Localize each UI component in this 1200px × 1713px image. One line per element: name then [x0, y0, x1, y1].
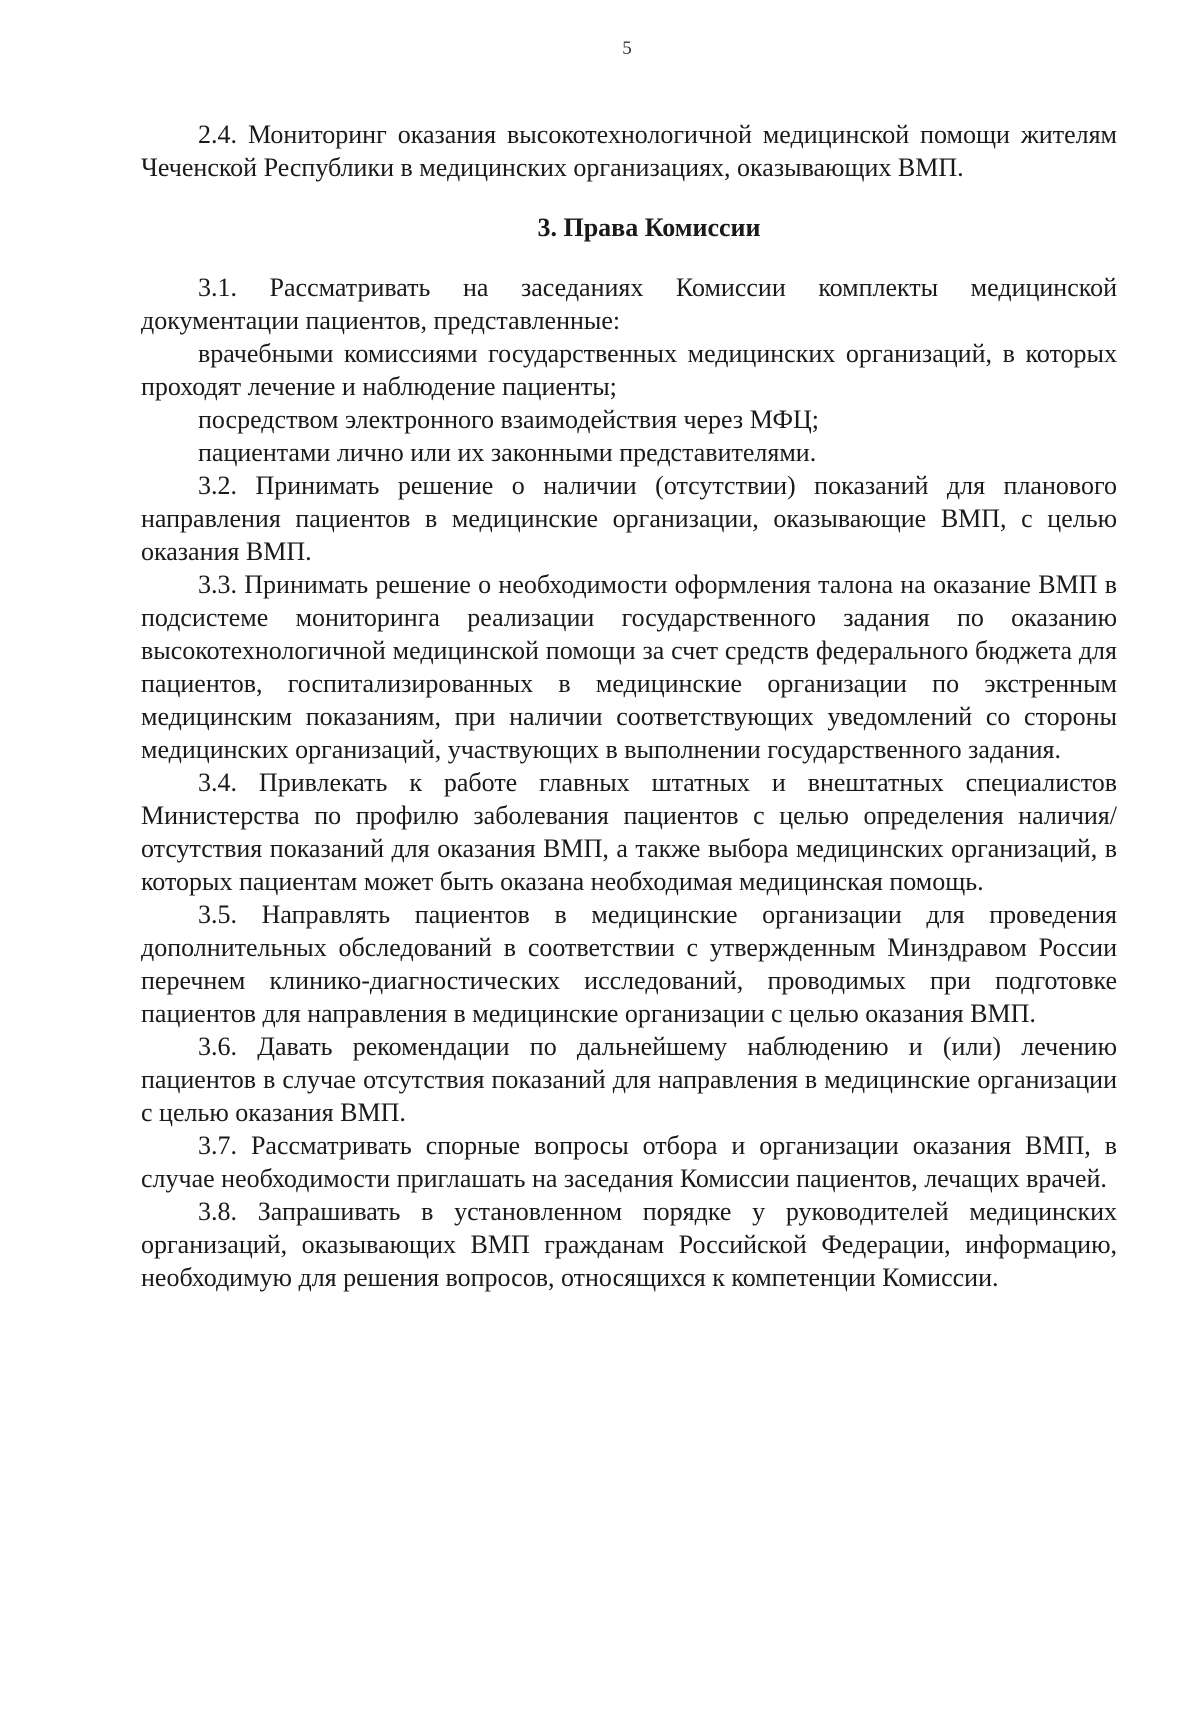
document-body — [141, 118, 1117, 1294]
paragraph-3-1-b: посредством электронного взаимодействия через МФЦ; — [198, 405, 820, 434]
paragraph-3-3: 3.3. Принимать решение о необходимости оформления талона на оказание ВМП в подсистеме мониторинга реализации государственного задания по оказанию высокотехнологичной медицинской помощи за счет средств федерального бюджета для пациентов, госпитализированных в медицинские организации по экстренным медицинским показаниям, при наличии соответствующих уведомлений со стороны медицинских организаций, участвующих в выполнении государственного задания. — [141, 570, 1117, 764]
paragraph-3-5: 3.5. Направлять пациентов в медицинские организации для проведения дополнительных обследований в соответствии с утвержденным Минздравом России перечнем клинико-диагностических исследований, проводимых при подготовке пациентов для направления в медицинские организации с целью оказания ВМП. — [141, 900, 1117, 1028]
paragraph-3-4: 3.4. Привлекать к работе главных штатных и внештатных специалистов Министерства по профилю заболевания пациентов с целью определения наличия/отсутствия показаний для оказания ВМП, а также выбора медицинских организаций, в которых пациентам может быть оказана необходимая медицинская помощь. — [141, 768, 1117, 896]
paragraph-2-4: 2.4. Мониторинг оказания высокотехнологичной медицинской помощи жителям Чеченской Республики в медицинских организациях, оказывающих ВМП. — [141, 120, 1117, 182]
paragraph-3-1-a: врачебными комиссиями государственных медицинских организаций, в которых проходят лечение и наблюдение пациенты; — [141, 339, 1117, 401]
paragraph-3-8: 3.8. Запрашивать в установленном порядке у руководителей медицинских организаций, оказывающих ВМП гражданам Российской Федерации, информацию, необходимую для решения вопросов, относящихся к компетенции Комиссии. — [141, 1197, 1117, 1292]
paragraph-3-7: 3.7. Рассматривать спорные вопросы отбора и организации оказания ВМП, в случае необходимости приглашать на заседания Комиссии пациентов, лечащих врачей. — [141, 1131, 1117, 1193]
paragraph-3-1: 3.1. Рассматривать на заседаниях Комиссии комплекты медицинской документации пациентов, представленные: — [141, 273, 1117, 335]
paragraph-3-1-c: пациентами лично или их законными представителями. — [198, 438, 817, 467]
section-heading: 3. Права Комиссии — [537, 213, 761, 242]
page-number: 5 — [622, 38, 632, 59]
paragraph-3-2: 3.2. Принимать решение о наличии (отсутствии) показаний для планового направления пациентов в медицинские организации, оказывающие ВМП, с целью оказания ВМП. — [141, 471, 1117, 566]
paragraph-3-6: 3.6. Давать рекомендации по дальнейшему наблюдению и (или) лечению пациентов в случае отсутствия показаний для направления в медицинские организации с целью оказания ВМП. — [141, 1032, 1117, 1127]
